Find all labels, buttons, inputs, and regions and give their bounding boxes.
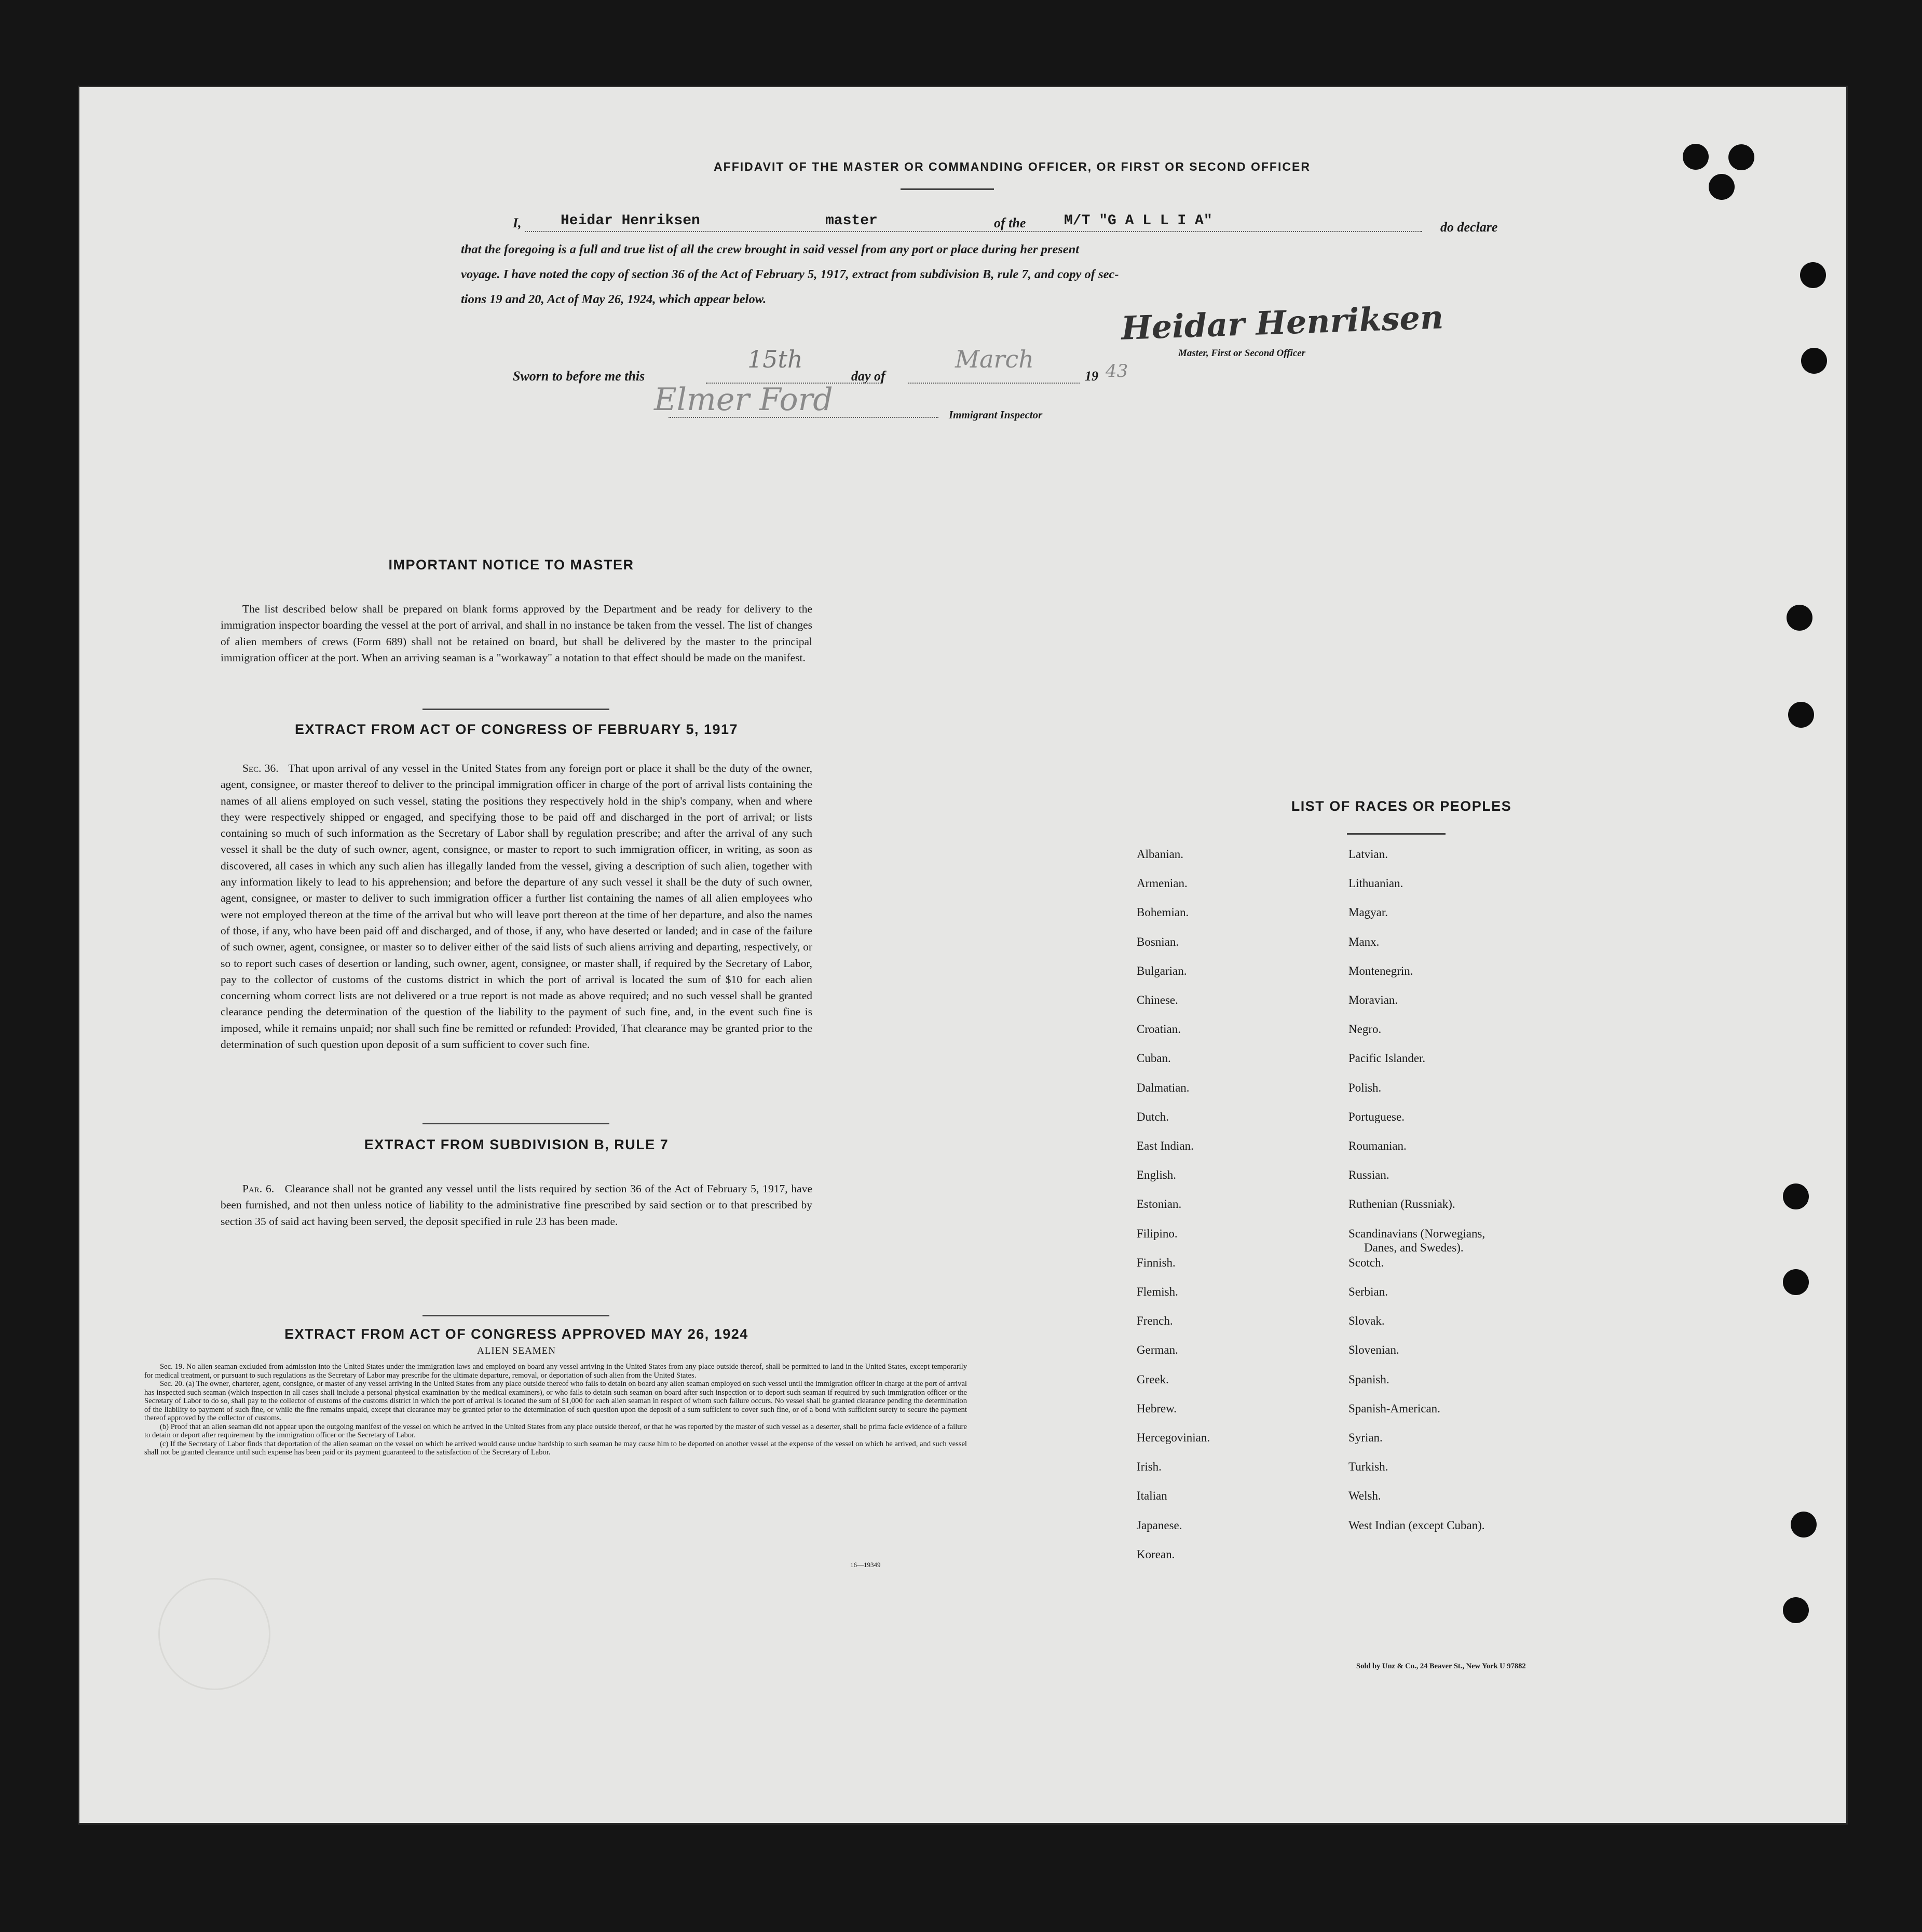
race-item: Manx. [1348,935,1380,948]
punch-hole [1801,348,1827,374]
race-item: Armenian. [1137,877,1188,890]
race-item: Turkish. [1348,1460,1388,1474]
race-item: Japanese. [1137,1518,1182,1532]
affidavit-line-1: that the foregoing is a full and true list of all the crew brought in said vessel from any port or place during her present [461,242,1080,256]
rule-7-text [221,1181,812,1230]
race-item: Croatian. [1137,1023,1181,1036]
divider [422,709,609,710]
sec-36-label: Sec. 36. [242,762,279,774]
punch-hole [1783,1597,1809,1623]
form-number: 16—19349 [850,1561,881,1569]
race-item: West Indian (except Cuban). [1348,1518,1485,1532]
sec-19-text: Sec. 19. No alien seaman excluded from admission into the United States under the immigration laws and employed on board any vessel arriving in the United States from any place outside thereof, shall be permitted to land in the United States, except temporarily for medical treatment, or pursuant to such regulations as the Secretary of Labor may prescribe for the ultimate departure, removal, or deportation of such alien from the United States. [144,1363,967,1380]
races-title: LIST OF RACES OR PEOPLES [1291,798,1512,814]
sec-36-body: That upon arrival of any vessel in the United States from any foreign port or place it shall be the duty of the owner, agent, consignee, or master thereof to deliver to the principal immigration officer in charge of the port of arrival lists containing the names of all aliens employed on such vessel, stating the positions they respectively hold in the ship's company, when and where they were respectively shipped or engaged, and specifying those to be paid off and discharged in the port of arrival; or lists containing so much of such information as the Secretary of Labor shall by regulation prescribe; and after the arrival of any such vessel it shall be the duty of such owner, agent, consignee, or master to report to such immigration officer, in writing, as soon as discovered, all cases in which any such alien has illegally landed from the vessel, giving a description of such alien, together with any information likely to lead to his apprehension; and before the departure of any such vessel it shall be the duty of such owner, agent, consignee, or master to deliver to such immigration officer a further list containing the names of all alien employees who were not employed thereon at the time of the arrival but who will leave port thereon at the time of her departure, and also the names of those, if any, who have been paid off and discharged, and of those, if any, who have deserted or landed; and in case of the failure of such owner, agent, consignee, or master so to deliver either of the said lists of such aliens arriving and departing, respectively, or so to report such cases of desertion or landing, such owner, agent, consignee, or master shall, if required by the Secretary of Labor, pay to the collector of customs of the customs district in which the port of arrival is located the sum of $10 for each alien concerning whom correct lists are not delivered or a true report is not made as above required; and no such vessel shall be granted clearance pending the determination of the question of the liability to the payment of such fine, and, in the event such fine is imposed, while it remains unpaid; nor shall such fine be remitted or refunded: Provided, That clearance may be granted prior to the determination of such question upon deposit of a sum sufficient to cover such fine. [221,762,813,1051]
race-item: Estonian. [1137,1198,1182,1211]
race-item: Spanish. [1348,1372,1389,1386]
punch-hole [1783,1183,1809,1209]
day-of-label: day of [851,369,885,384]
affidavit-line-3: tions 19 and 20, Act of May 26, 1924, which appear below. [461,292,767,306]
master-name: Heidar Henriksen [561,213,700,229]
race-item: Chinese. [1137,994,1178,1006]
vessel-line [1048,231,1422,232]
affidavit-i: I, [513,215,522,230]
affidavit-line-2: voyage. I have noted the copy of section 36 of the Act of February 5, 1917, extract from subdivision B, rule 7, and copy of sec- [461,267,1119,281]
race-item: Polish. [1348,1081,1382,1094]
race-item: Pacific Islander. [1348,1052,1426,1065]
title-rule [901,188,994,190]
master-rank: master [825,213,878,229]
inspector-line [669,417,938,418]
race-item: Finnish. [1137,1256,1176,1269]
race-item: Slovak. [1348,1314,1385,1328]
extract-1917-text [221,760,812,1053]
year-prefix: 19 [1085,369,1098,384]
extract-1924-text [144,1363,967,1457]
form-sheet [78,86,1848,1825]
extract-1917-title: EXTRACT FROM ACT OF CONGRESS OF FEBRUARY 5, 1917 [294,722,739,737]
race-item: Moravian. [1348,994,1398,1006]
race-item: Korean. [1137,1547,1175,1561]
sworn-month: March [955,345,1034,373]
divider [422,1123,609,1124]
races-rule [1347,833,1446,835]
race-item: Irish. [1137,1460,1162,1474]
punch-hole [1728,144,1754,170]
race-item: Scandinavians (Norwegians, [1348,1227,1485,1240]
punch-hole [1683,144,1709,170]
inspector-caption: Immigrant Inspector [949,409,1043,421]
race-item: Spanish-American. [1348,1402,1440,1415]
race-item: German. [1137,1343,1178,1357]
race-item: Hercegovinian. [1137,1431,1210,1444]
sec-20c-text: (c) If the Secretary of Labor finds that deportation of the alien seaman on the vessel on which he arrived would cause undue hardship to such seaman he may cause him to be deported on another vessel at the expense of the vessel on which he arrived, and such vessel shall not be granted clearance until such expense has been paid or its payment guaranteed to the satisfaction of the Secretary of Labor. [144,1439,967,1457]
race-item: French. [1137,1314,1173,1328]
race-item: Latvian. [1348,848,1388,861]
notice-title: IMPORTANT NOTICE TO MASTER [388,557,634,573]
sworn-label: Sworn to before me this [513,369,645,384]
race-item: Russian. [1348,1168,1389,1182]
sec-20a-text: Sec. 20. (a) The owner, charterer, agent, consignee, or master of any vessel arriving in the United States from any place outside thereof who fails to detain on board any alien seaman employed on such vessel until the immigration officer in charge at the port of arrival has inspected such seaman (which inspection in all cases shall include a personal physical examination by the medical examiners), or who fails to detain such seaman on board after such inspection or to deport such seaman if required by such immigration officer or the Secretary of Labor to do so, shall pay to the collector of customs of the customs district in which the port of arrival is located the sum of $1,000 for each alien seaman in respect of whom such failure occurs. No vessel shall be granted clearance pending the determination of the liability to payment of such fine, or while the fine remains unpaid, except that clearance may be granted prior to the determination of such question upon the deposit of a sum sufficient to cover such fine, or of a bond with sufficient surety to secure the payment thereof approved by the collector of customs. [144,1380,967,1422]
rule-7-title: EXTRACT FROM SUBDIVISION B, RULE 7 [364,1137,669,1152]
race-item: Welsh. [1348,1489,1381,1503]
punch-hole [1709,174,1735,200]
race-item: Serbian. [1348,1285,1388,1298]
inspector-signature: Elmer Ford [654,382,833,418]
race-item: Dalmatian. [1137,1081,1190,1094]
divider [422,1315,609,1316]
vessel-name: M/T "G A L L I A" [1064,213,1212,229]
month-line [908,383,1080,384]
extract-1924-title: EXTRACT FROM ACT OF CONGRESS APPROVED MAY 26, 1924 [284,1326,748,1342]
punch-hole [1800,262,1826,288]
par-6-label: Par. 6. [242,1182,275,1195]
race-item: Lithuanian. [1348,877,1403,890]
par-6-body: Clearance shall not be granted any vessel until the lists required by section 36 of the Act of February 5, 1917, have been furnished, and not then unless notice of liability to the administrative fine prescribed by said section or to that prescribed by section 35 of said act having been served, the deposit specified in rule 23 has been made. [221,1182,813,1228]
sworn-day: 15th [747,345,803,373]
year-suffix: 43 [1106,361,1128,382]
race-item: Cuban. [1137,1052,1171,1065]
name-line [525,231,1117,232]
punch-hole [1783,1269,1809,1295]
race-item: Flemish. [1137,1285,1178,1298]
race-item: Ruthenian (Russniak). [1348,1198,1455,1211]
race-item: Hebrew. [1137,1402,1177,1415]
race-item: Roumanian. [1348,1139,1407,1152]
race-item: Syrian. [1348,1431,1383,1444]
embossed-seal [158,1578,270,1690]
punch-hole [1787,605,1812,631]
punch-hole [1788,702,1814,728]
printer-footer: Sold by Unz & Co., 24 Beaver St., New York U 97882 [1356,1662,1526,1670]
race-item: Bosnian. [1137,935,1179,948]
race-item: Magyar. [1348,906,1388,919]
race-item: Greek. [1137,1372,1169,1386]
do-declare-label: do declare [1440,220,1498,235]
affidavit-title: AFFIDAVIT OF THE MASTER OR COMMANDING OFFICER, OR FIRST OR SECOND OFFICER [714,160,1311,173]
race-item: Portuguese. [1348,1110,1405,1123]
master-signature: Heidar Henriksen [1120,298,1444,347]
race-item: Montenegrin. [1348,964,1413,977]
signature-caption: Master, First or Second Officer [1178,348,1306,359]
race-item: Bulgarian. [1137,964,1187,977]
race-item: Slovenian. [1348,1343,1399,1357]
notice-text: The list described below shall be prepared on blank forms approved by the Department and be ready for delivery to the immigration inspector boarding the vessel at the port of arrival, and shall in no instance be taken from the vessel. The list of changes of alien members of crews (Form 689) shall not be retained on board, but shall be delivered by the master to the principal immigration officer at the port. When an arriving seaman is a "workaway" a notation to that effect should be made on the manifest. [221,603,812,664]
sec-20b-text: (b) Proof that an alien seaman did not appear upon the outgoing manifest of the vessel on which he arrived in the United States from any place outside thereof, or that he was reported by the master of such vessel as a deserter, shall be prima facie evidence of a failure to detain or deport after requirement by the immigration officer or the Secretary of Labor. [144,1422,967,1439]
alien-seamen-subtitle: ALIEN SEAMEN [477,1345,556,1356]
race-item: Danes, and Swedes). [1364,1241,1464,1254]
punch-hole [1791,1512,1817,1538]
race-item: Italian [1137,1489,1167,1503]
race-item: Dutch. [1137,1110,1169,1123]
race-item: East Indian. [1137,1139,1194,1152]
race-item: Albanian. [1137,848,1184,861]
race-item: Negro. [1348,1023,1382,1036]
race-item: English. [1137,1168,1177,1182]
race-item: Scotch. [1348,1256,1384,1269]
race-item: Filipino. [1137,1227,1178,1240]
of-the-label: of the [994,215,1026,230]
race-item: Bohemian. [1137,906,1189,919]
